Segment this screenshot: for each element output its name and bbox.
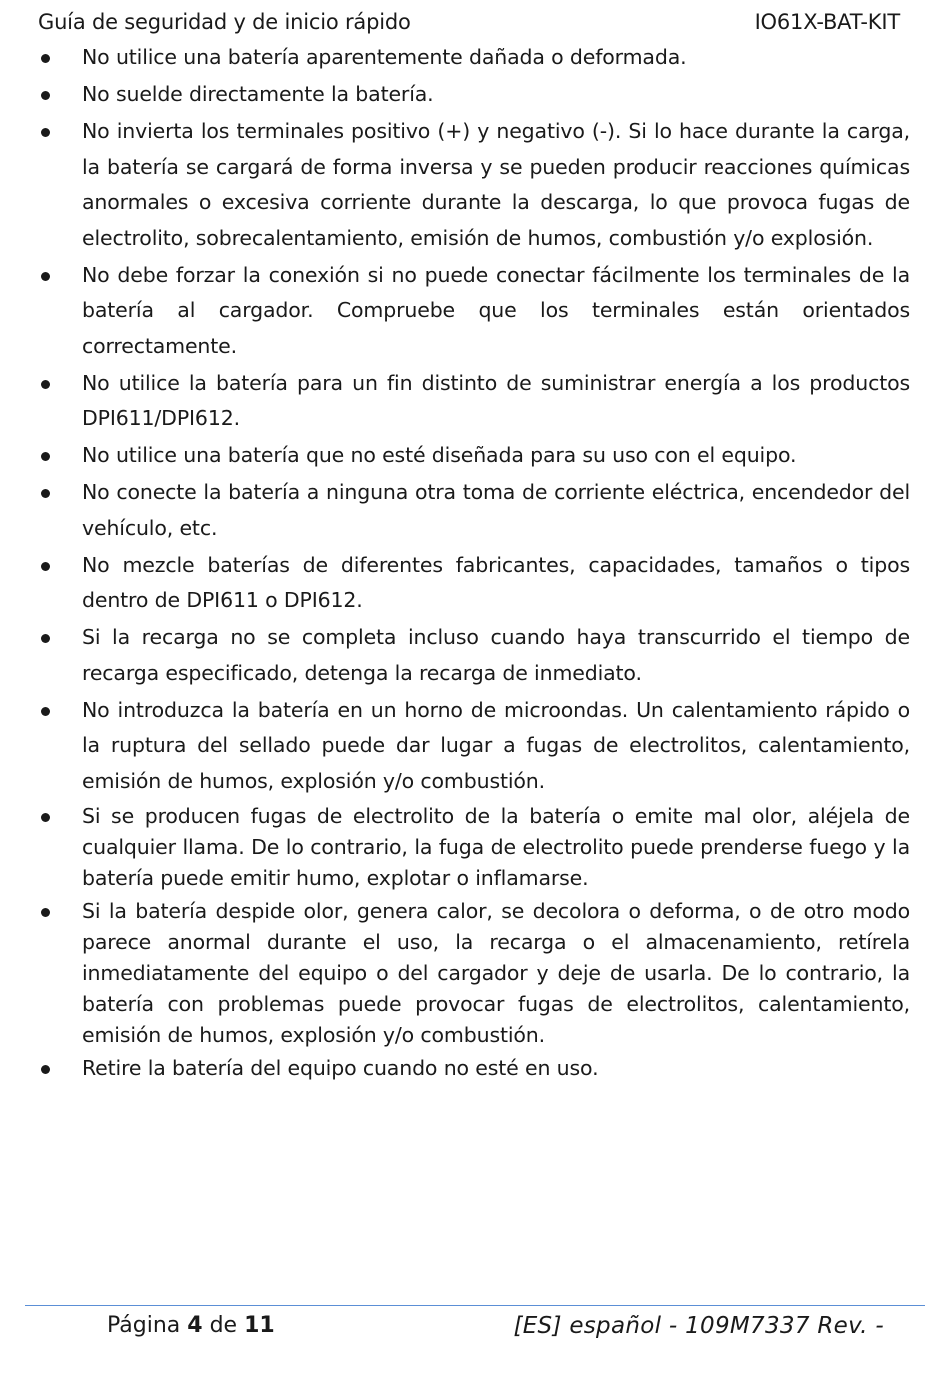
bullet-icon bbox=[41, 1065, 50, 1074]
bullet-item-7 bbox=[38, 475, 910, 546]
bullet-icon bbox=[41, 91, 50, 100]
bullet-item-12 bbox=[38, 896, 910, 1051]
bullet-item-2 bbox=[38, 77, 910, 113]
bullet-text: No utilice una batería aparentemente dañada o deformada. bbox=[82, 45, 687, 69]
bullet-icon bbox=[41, 634, 50, 643]
footer-divider bbox=[25, 1305, 925, 1306]
bullet-text: Si la recarga no se completa incluso cuando haya transcurrido el tiempo de recarga especificado, detenga la recarga de inmediato. bbox=[82, 625, 910, 685]
bullet-icon bbox=[41, 54, 50, 63]
bullet-text: No invierta los terminales positivo (+) y negativo (-). Si lo hace durante la carga, la batería se cargará de forma inversa y se pueden producir reacciones químicas anormales o excesiva corriente durante la descarga, lo que provoca fugas de electrolito, sobrecalentamiento, emisión de humos, combustión y/o explosión. bbox=[82, 119, 910, 250]
bullet-item-8 bbox=[38, 548, 910, 619]
page-total: 11 bbox=[244, 1313, 275, 1338]
document-model: IO61X-BAT-KIT bbox=[754, 10, 900, 34]
bullet-item-5 bbox=[38, 366, 910, 437]
bullet-icon bbox=[41, 562, 50, 571]
bullet-text: Si se producen fugas de electrolito de la batería o emite mal olor, aléjela de cualquier llama. De lo contrario, la fuga de electrolito puede prenderse fuego y la batería puede emitir humo, explotar o inflamarse. bbox=[82, 803, 910, 890]
bullet-icon bbox=[41, 380, 50, 389]
bullet-item-9 bbox=[38, 620, 910, 691]
bullet-text: No introduzca la batería en un horno de microondas. Un calentamiento rápido o la ruptura del sellado puede dar lugar a fugas de electrolitos, calentamiento, emisión de humos, explosión y/o combustión. bbox=[82, 697, 910, 793]
bullet-icon bbox=[41, 707, 50, 716]
page-word: Página bbox=[107, 1313, 181, 1338]
bullet-icon bbox=[41, 908, 50, 917]
bullet-text: No debe forzar la conexión si no puede conectar fácilmente los terminales de la batería al cargador. Compruebe que los terminales están orientados correctamente. bbox=[82, 262, 910, 358]
bullet-text: Retire la batería del equipo cuando no esté en uso. bbox=[82, 1055, 599, 1080]
bullet-icon bbox=[41, 813, 50, 822]
bullet-item-4 bbox=[38, 258, 910, 365]
page-current: 4 bbox=[187, 1313, 203, 1338]
bullet-icon bbox=[41, 272, 50, 281]
document-reference: [ES] español - 109M7337 Rev. - bbox=[513, 1313, 884, 1339]
bullet-text: No conecte la batería a ninguna otra toma de corriente eléctrica, encendedor del vehículo, etc. bbox=[82, 480, 910, 540]
page-number bbox=[107, 1310, 275, 1342]
bullet-item-1 bbox=[38, 40, 910, 76]
bullet-text: No suelde directamente la batería. bbox=[82, 82, 434, 106]
bullet-text: No utilice la batería para un fin distinto de suministrar energía a los productos DPI611/DPI612. bbox=[82, 370, 910, 430]
bullet-icon bbox=[41, 452, 50, 461]
bullet-icon bbox=[41, 128, 50, 137]
bullet-item-13 bbox=[38, 1053, 910, 1084]
bullet-text: No mezcle baterías de diferentes fabricantes, capacidades, tamaños o tipos dentro de DPI611 o DPI612. bbox=[82, 552, 910, 612]
page-of: de bbox=[209, 1313, 238, 1338]
safety-bullet-list bbox=[38, 40, 910, 1086]
bullet-text: No utilice una batería que no esté diseñada para su uso con el equipo. bbox=[82, 443, 797, 467]
document-title: Guía de seguridad y de inicio rápido bbox=[38, 10, 411, 34]
bullet-item-6 bbox=[38, 438, 910, 474]
bullet-item-10 bbox=[38, 693, 910, 800]
page-header bbox=[38, 8, 900, 36]
bullet-item-11 bbox=[38, 801, 910, 894]
bullet-icon bbox=[41, 489, 50, 498]
bullet-item-3 bbox=[38, 114, 910, 256]
bullet-text: Si la batería despide olor, genera calor, se decolora o deforma, o de otro modo parece anormal durante el uso, la recarga o el almacenamiento, retírela inmediatamente del equipo o del cargador y deje de usarla. De lo contrario, la batería con problemas puede provocar fugas de electrolitos, calentamiento, emisión de humos, explosión y/o combustión. bbox=[82, 898, 910, 1047]
